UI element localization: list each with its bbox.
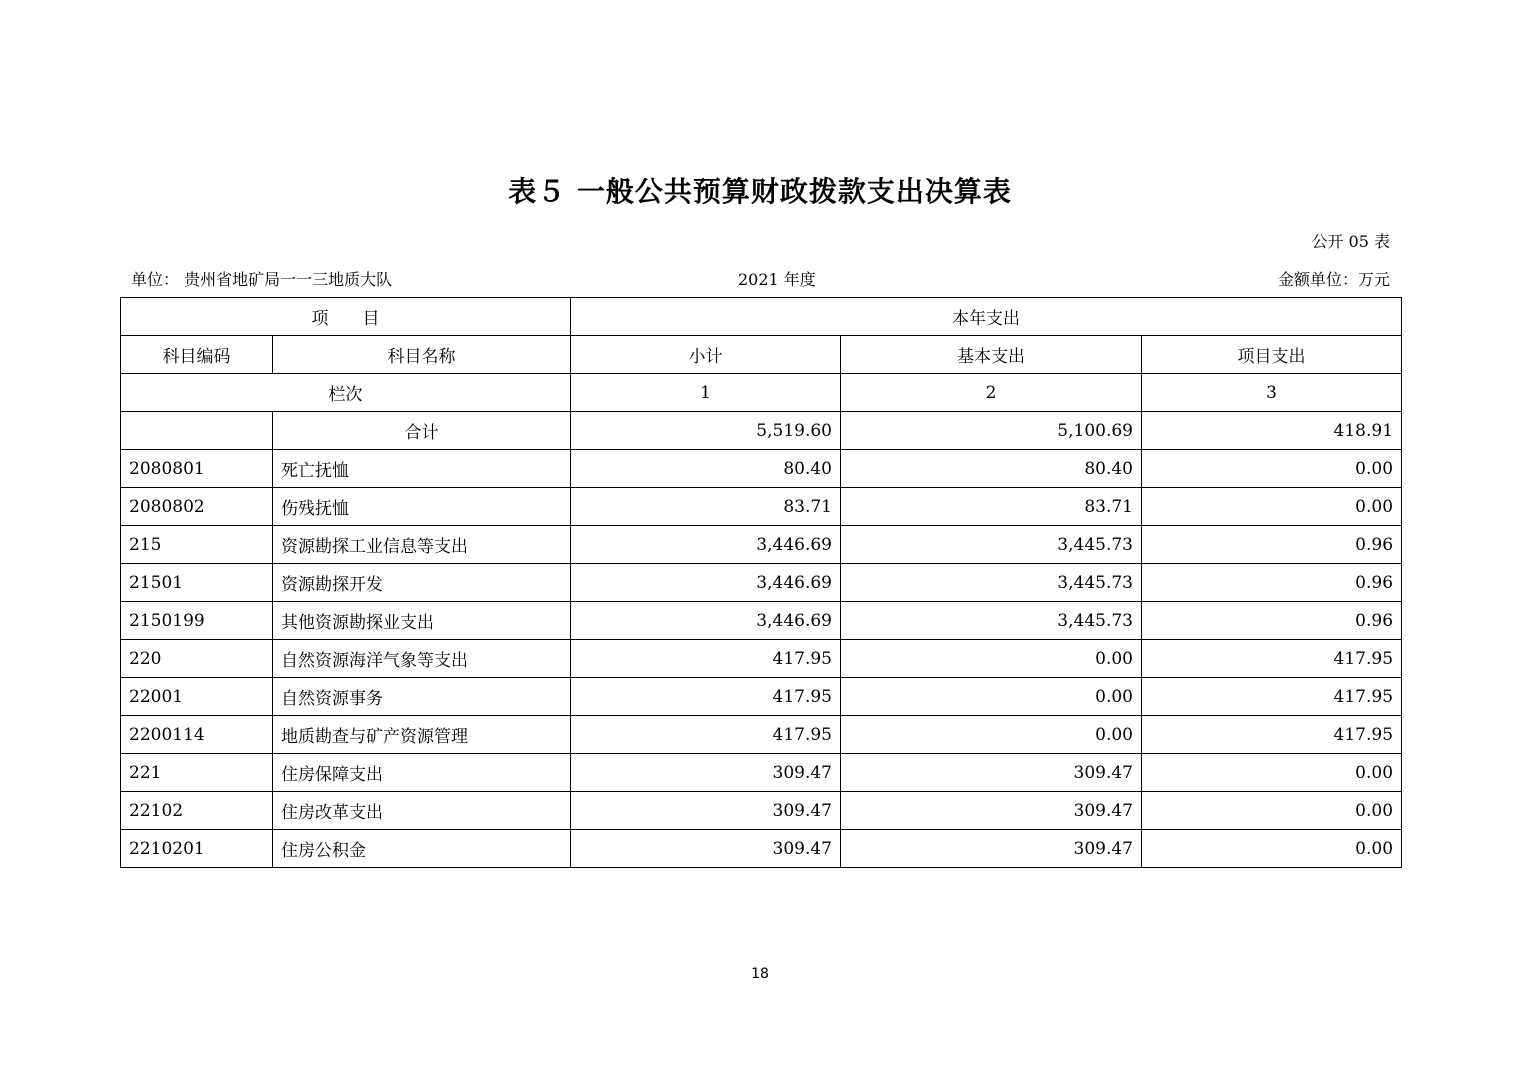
form-code: 公开 05 表 [1311, 232, 1390, 251]
subtotal-cell: 417.95 [571, 640, 841, 678]
subject-name-cell: 住房公积金 [273, 830, 571, 868]
subject-code-cell: 2080801 [121, 450, 273, 488]
subtotal-cell: 3,446.69 [571, 564, 841, 602]
basic-expense-cell: 0.00 [841, 678, 1142, 716]
subtotal-cell: 80.40 [571, 450, 841, 488]
subtotal-cell: 309.47 [571, 754, 841, 792]
project-expense-cell: 417.95 [1142, 716, 1402, 754]
basic-expense-cell: 3,445.73 [841, 526, 1142, 564]
subject-code-cell: 2200114 [121, 716, 273, 754]
subject-code-cell: 2210201 [121, 830, 273, 868]
subject-name-cell: 死亡抚恤 [273, 450, 571, 488]
table-row [121, 678, 1402, 716]
header-row-2 [121, 336, 1402, 374]
project-expense-cell: 0.00 [1142, 754, 1402, 792]
table-row [121, 640, 1402, 678]
subject-name-cell: 资源勘探工业信息等支出 [273, 526, 571, 564]
table-row [121, 564, 1402, 602]
column-index-label: 栏次 [121, 374, 571, 412]
column-index-3: 3 [1142, 374, 1402, 412]
subtotal-cell: 417.95 [571, 716, 841, 754]
project-expense-cell: 0.00 [1142, 450, 1402, 488]
total-basic: 5,100.69 [841, 412, 1142, 450]
table-row [121, 602, 1402, 640]
expense-table [120, 297, 1402, 868]
column-index-1: 1 [571, 374, 841, 412]
subtotal-cell: 309.47 [571, 830, 841, 868]
amount-unit: 金额单位：万元 [1277, 270, 1390, 289]
subject-code-cell: 221 [121, 754, 273, 792]
subtotal-cell: 3,446.69 [571, 526, 841, 564]
total-project: 418.91 [1142, 412, 1402, 450]
subject-code-cell: 21501 [121, 564, 273, 602]
basic-expense-cell: 0.00 [841, 640, 1142, 678]
subject-code-cell: 215 [121, 526, 273, 564]
subject-name-cell: 住房改革支出 [273, 792, 571, 830]
column-index-row [121, 374, 1402, 412]
header-subtotal: 小计 [571, 336, 841, 374]
project-expense-cell: 0.00 [1142, 830, 1402, 868]
total-row [121, 412, 1402, 450]
basic-expense-cell: 309.47 [841, 754, 1142, 792]
subtotal-cell: 417.95 [571, 678, 841, 716]
unit-label: 单位： 贵州省地矿局一一三地质大队 [131, 270, 393, 289]
header-basic-expense: 基本支出 [841, 336, 1142, 374]
basic-expense-cell: 3,445.73 [841, 564, 1142, 602]
subject-code-cell: 22102 [121, 792, 273, 830]
subject-code-cell: 22001 [121, 678, 273, 716]
subject-name-cell: 地质勘查与矿产资源管理 [273, 716, 571, 754]
table-row [121, 754, 1402, 792]
subtotal-cell: 83.71 [571, 488, 841, 526]
header-current-year-expense: 本年支出 [571, 298, 1402, 336]
total-label: 合计 [273, 412, 571, 450]
subject-name-cell: 伤残抚恤 [273, 488, 571, 526]
subtotal-cell: 309.47 [571, 792, 841, 830]
basic-expense-cell: 3,445.73 [841, 602, 1142, 640]
project-expense-cell: 0.00 [1142, 488, 1402, 526]
header-row-1 [121, 298, 1402, 336]
basic-expense-cell: 309.47 [841, 792, 1142, 830]
basic-expense-cell: 80.40 [841, 450, 1142, 488]
subject-code-cell: 2080802 [121, 488, 273, 526]
table-row [121, 716, 1402, 754]
project-expense-cell: 0.96 [1142, 602, 1402, 640]
header-project-expense: 项目支出 [1142, 336, 1402, 374]
table-row [121, 488, 1402, 526]
table-row [121, 792, 1402, 830]
page-title: 表５ 一般公共预算财政拨款支出决算表 [508, 175, 1012, 208]
subject-name-cell: 其他资源勘探业支出 [273, 602, 571, 640]
table-row [121, 526, 1402, 564]
subject-code-cell: 2150199 [121, 602, 273, 640]
header-subject-name: 科目名称 [273, 336, 571, 374]
table-row [121, 450, 1402, 488]
page-number: 18 [751, 966, 769, 982]
project-expense-cell: 0.96 [1142, 526, 1402, 564]
subject-name-cell: 住房保障支出 [273, 754, 571, 792]
column-index-2: 2 [841, 374, 1142, 412]
subject-name-cell: 资源勘探开发 [273, 564, 571, 602]
subject-code-cell: 220 [121, 640, 273, 678]
header-subject-code: 科目编码 [121, 336, 273, 374]
project-expense-cell: 0.00 [1142, 792, 1402, 830]
header-item: 项 目 [121, 298, 571, 336]
basic-expense-cell: 83.71 [841, 488, 1142, 526]
basic-expense-cell: 309.47 [841, 830, 1142, 868]
project-expense-cell: 0.96 [1142, 564, 1402, 602]
total-code-empty [121, 412, 273, 450]
basic-expense-cell: 0.00 [841, 716, 1142, 754]
subtotal-cell: 3,446.69 [571, 602, 841, 640]
table-row [121, 830, 1402, 868]
fiscal-year: 2021 年度 [738, 270, 816, 289]
subject-name-cell: 自然资源海洋气象等支出 [273, 640, 571, 678]
subject-name-cell: 自然资源事务 [273, 678, 571, 716]
project-expense-cell: 417.95 [1142, 678, 1402, 716]
total-subtotal: 5,519.60 [571, 412, 841, 450]
project-expense-cell: 417.95 [1142, 640, 1402, 678]
